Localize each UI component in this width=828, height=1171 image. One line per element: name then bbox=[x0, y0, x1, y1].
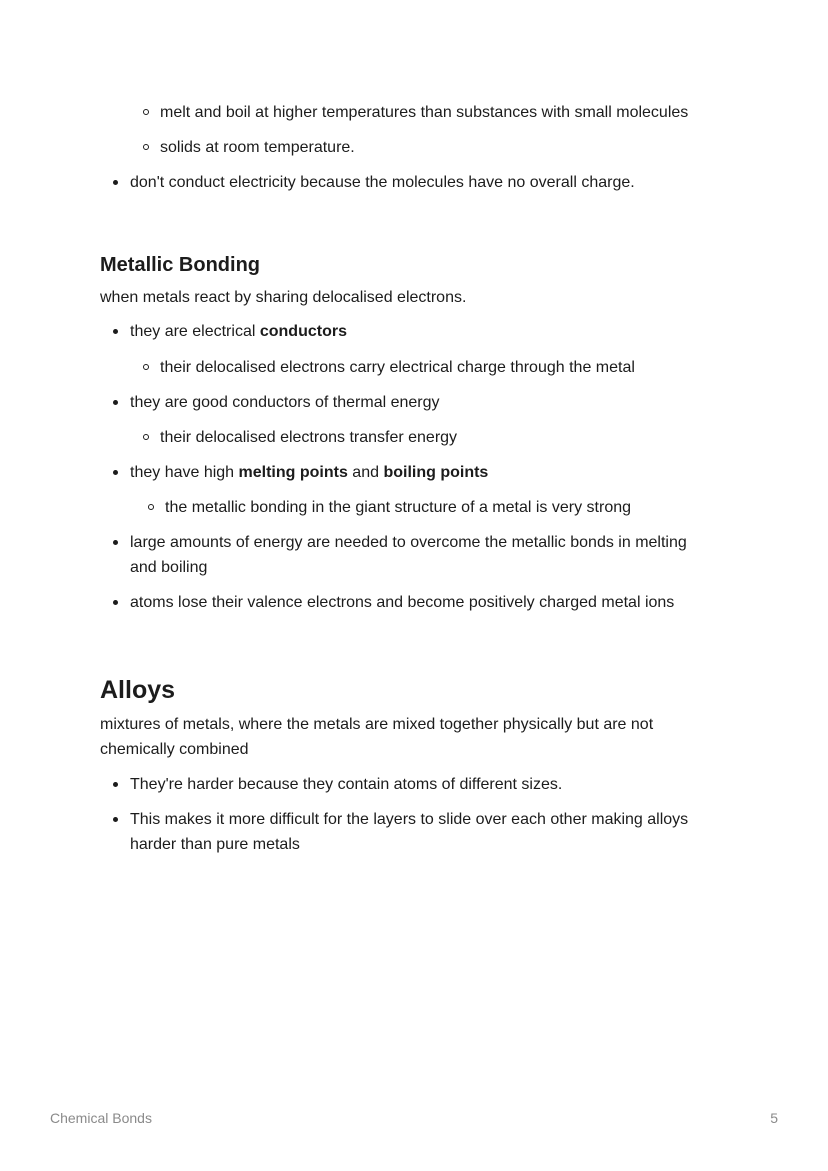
list-item-text: they have high bbox=[130, 464, 239, 481]
list-item: They're harder because they contain atoms of different sizes. bbox=[130, 772, 562, 797]
bold-term: melting points bbox=[238, 464, 348, 481]
list-item: melt and boil at higher temperatures than substances with small molecules bbox=[160, 100, 688, 125]
section-heading-alloys: Alloys bbox=[100, 676, 176, 704]
list-item: their delocalised electrons carry electrical charge through the metal bbox=[160, 355, 635, 380]
list-item: This makes it more difficult for the layers to slide over each other making alloys bbox=[130, 807, 688, 832]
section-intro-continuation: chemically combined bbox=[100, 741, 249, 758]
section-heading-metallic-bonding: Metallic Bonding bbox=[100, 254, 260, 276]
section-intro: mixtures of metals, where the metals are mixed together physically but are not bbox=[100, 716, 654, 733]
footer-title: Chemical Bonds bbox=[50, 1110, 152, 1126]
list-item: they are good conductors of thermal energy bbox=[130, 390, 440, 415]
list-item: don't conduct electricity because the molecules have no overall charge. bbox=[130, 170, 635, 195]
list-item-text: and bbox=[347, 464, 384, 481]
list-item: their delocalised electrons transfer energy bbox=[160, 425, 457, 450]
list-item-continuation: harder than pure metals bbox=[130, 836, 300, 853]
section-intro: when metals react by sharing delocalised electrons. bbox=[100, 289, 467, 306]
bold-term: conductors bbox=[259, 323, 347, 340]
list-item: large amounts of energy are needed to overcome the metallic bonds in melting bbox=[130, 530, 687, 555]
bold-term: boiling points bbox=[383, 464, 489, 481]
list-item: the metallic bonding in the giant structure of a metal is very strong bbox=[165, 495, 631, 520]
list-item bbox=[130, 460, 488, 485]
page-number: 5 bbox=[770, 1110, 778, 1126]
list-item bbox=[130, 319, 347, 344]
list-item: atoms lose their valence electrons and become positively charged metal ions bbox=[130, 590, 674, 615]
list-item: solids at room temperature. bbox=[160, 135, 355, 160]
list-item-continuation: and boiling bbox=[130, 559, 208, 576]
list-item-text: they are electrical bbox=[130, 323, 260, 340]
